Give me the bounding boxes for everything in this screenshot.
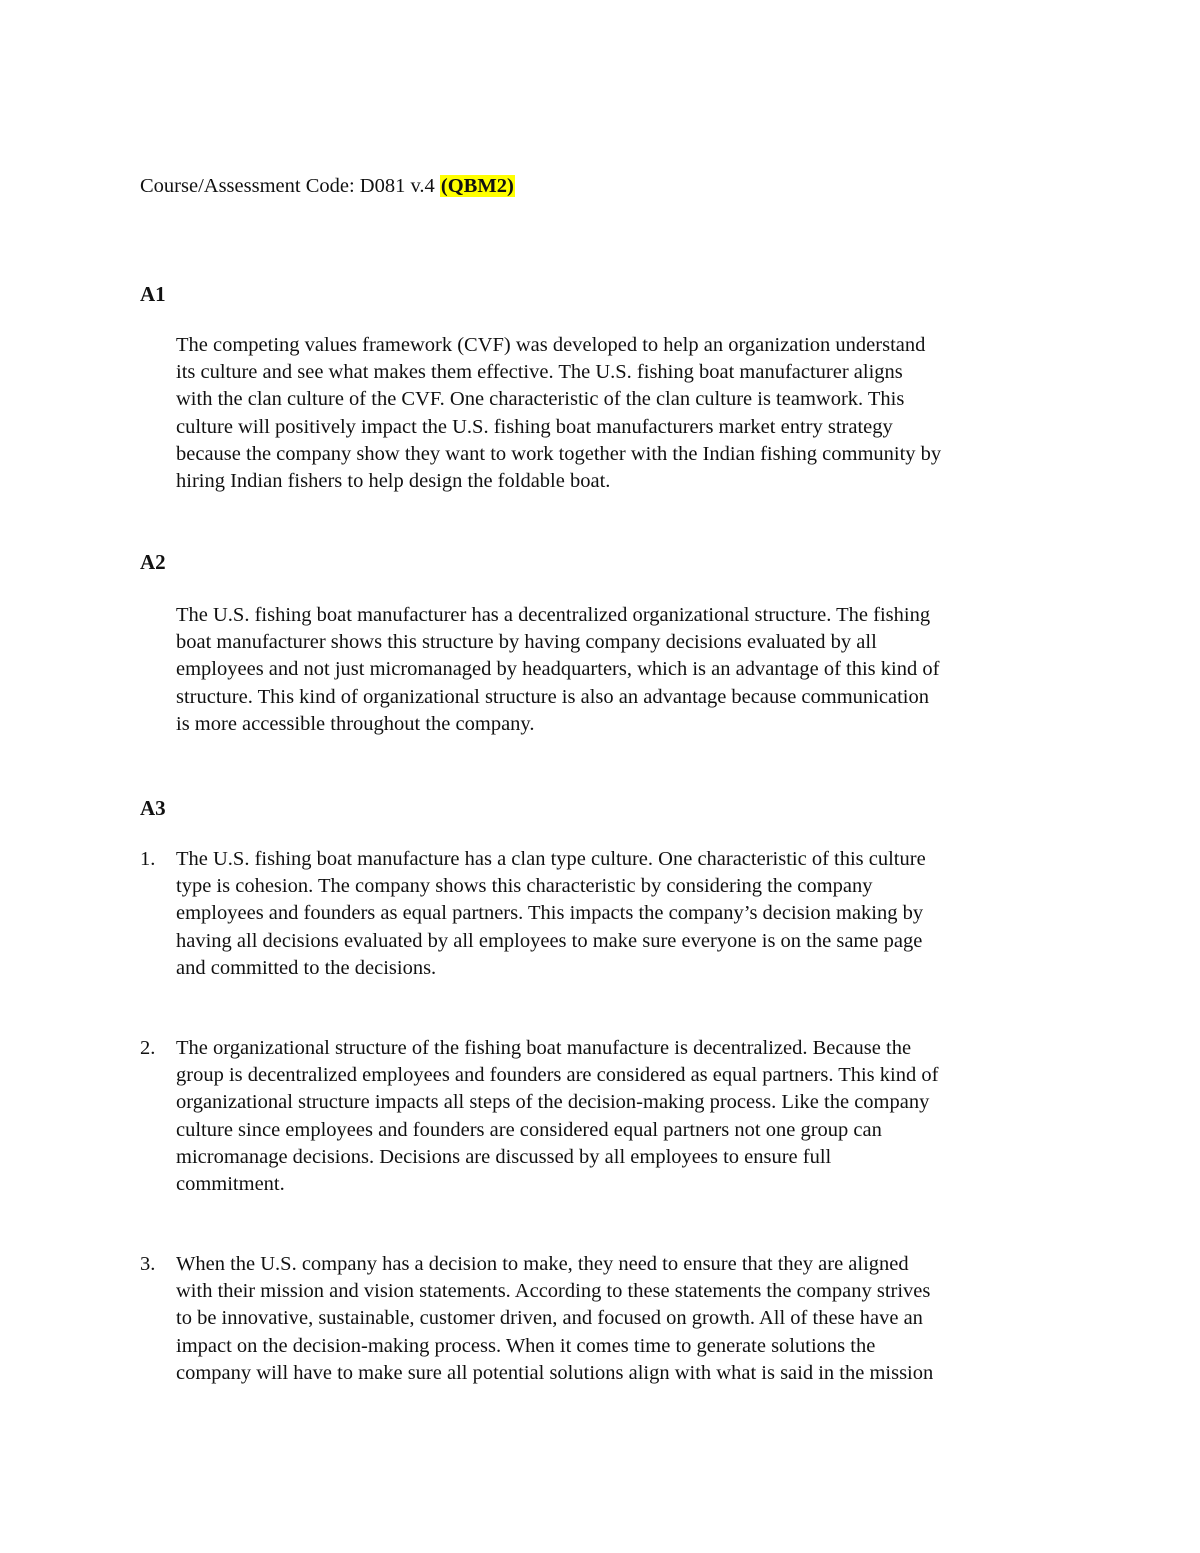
- heading-a2: A2: [140, 550, 166, 574]
- highlighted-code: (QBM2): [440, 175, 514, 197]
- list-number: 3.: [140, 1253, 156, 1275]
- paragraph-a2: [176, 602, 1066, 738]
- text-line: organizational structure impacts all steps of the decision-making process. Like the company: [176, 1091, 930, 1114]
- text-line: to be innovative, sustainable, customer driven, and focused on growth. All of these have an: [176, 1307, 923, 1330]
- list-item-text: [176, 846, 1066, 982]
- text-line: company will have to make sure all potential solutions align with what is said in the mission: [176, 1361, 934, 1384]
- course-code-text: Course/Assessment Code: D081 v.4: [140, 175, 440, 197]
- text-line: impact on the decision-making process. When it comes time to generate solutions the: [176, 1334, 876, 1357]
- text-line: with the clan culture of the CVF. One characteristic of the clan culture is teamwork. This: [176, 388, 905, 411]
- text-line: The U.S. fishing boat manufacture has a clan type culture. One characteristic of this culture: [176, 848, 926, 870]
- text-line: The competing values framework (CVF) was developed to help an organization understand: [176, 334, 926, 356]
- list-item-text: [176, 1251, 1066, 1387]
- text-line: type is cohesion. The company shows this characteristic by considering the company: [176, 875, 873, 898]
- list-number: 1.: [140, 848, 156, 870]
- text-line: employees and founders as equal partners. This impacts the company’s decision making by: [176, 902, 924, 925]
- text-line: The organizational structure of the fishing boat manufacture is decentralized. Because the: [176, 1037, 912, 1059]
- text-line: The U.S. fishing boat manufacturer has a decentralized organizational structure. The fishing: [176, 604, 931, 626]
- text-line: culture will positively impact the U.S. fishing boat manufacturers market entry strategy: [176, 415, 893, 438]
- text-line: its culture and see what makes them effective. The U.S. fishing boat manufacturer aligns: [176, 361, 903, 384]
- text-line: commitment.: [176, 1173, 285, 1196]
- text-line: having all decisions evaluated by all employees to make sure everyone is on the same page: [176, 929, 923, 952]
- list-number: 2.: [140, 1037, 156, 1059]
- text-line: structure. This kind of organizational structure is also an advantage because communication: [176, 685, 929, 708]
- text-line: When the U.S. company has a decision to make, they need to ensure that they are aligned: [176, 1253, 909, 1275]
- text-line: employees and not just micromanaged by headquarters, which is an advantage of this kind of: [176, 658, 940, 681]
- course-assessment-code: [140, 172, 515, 200]
- paragraph-a1: [176, 332, 1066, 495]
- list-item-text: [176, 1035, 1066, 1198]
- heading-a1: A1: [140, 282, 166, 306]
- text-line: micromanage decisions. Decisions are discussed by all employees to ensure full: [176, 1145, 832, 1168]
- text-line: hiring Indian fishers to help design the foldable boat.: [176, 470, 611, 493]
- text-line: boat manufacturer shows this structure by having company decisions evaluated by all: [176, 631, 877, 654]
- text-line: because the company show they want to work together with the Indian fishing community by: [176, 442, 942, 465]
- text-line: is more accessible throughout the company.: [176, 712, 535, 735]
- text-line: culture since employees and founders are considered equal partners not one group can: [176, 1118, 882, 1141]
- text-line: with their mission and vision statements. According to these statements the company strives: [176, 1280, 931, 1303]
- text-line: and committed to the decisions.: [176, 956, 437, 979]
- heading-a3: A3: [140, 796, 166, 820]
- text-line: group is decentralized employees and founders are considered as equal partners. This kind of: [176, 1064, 939, 1087]
